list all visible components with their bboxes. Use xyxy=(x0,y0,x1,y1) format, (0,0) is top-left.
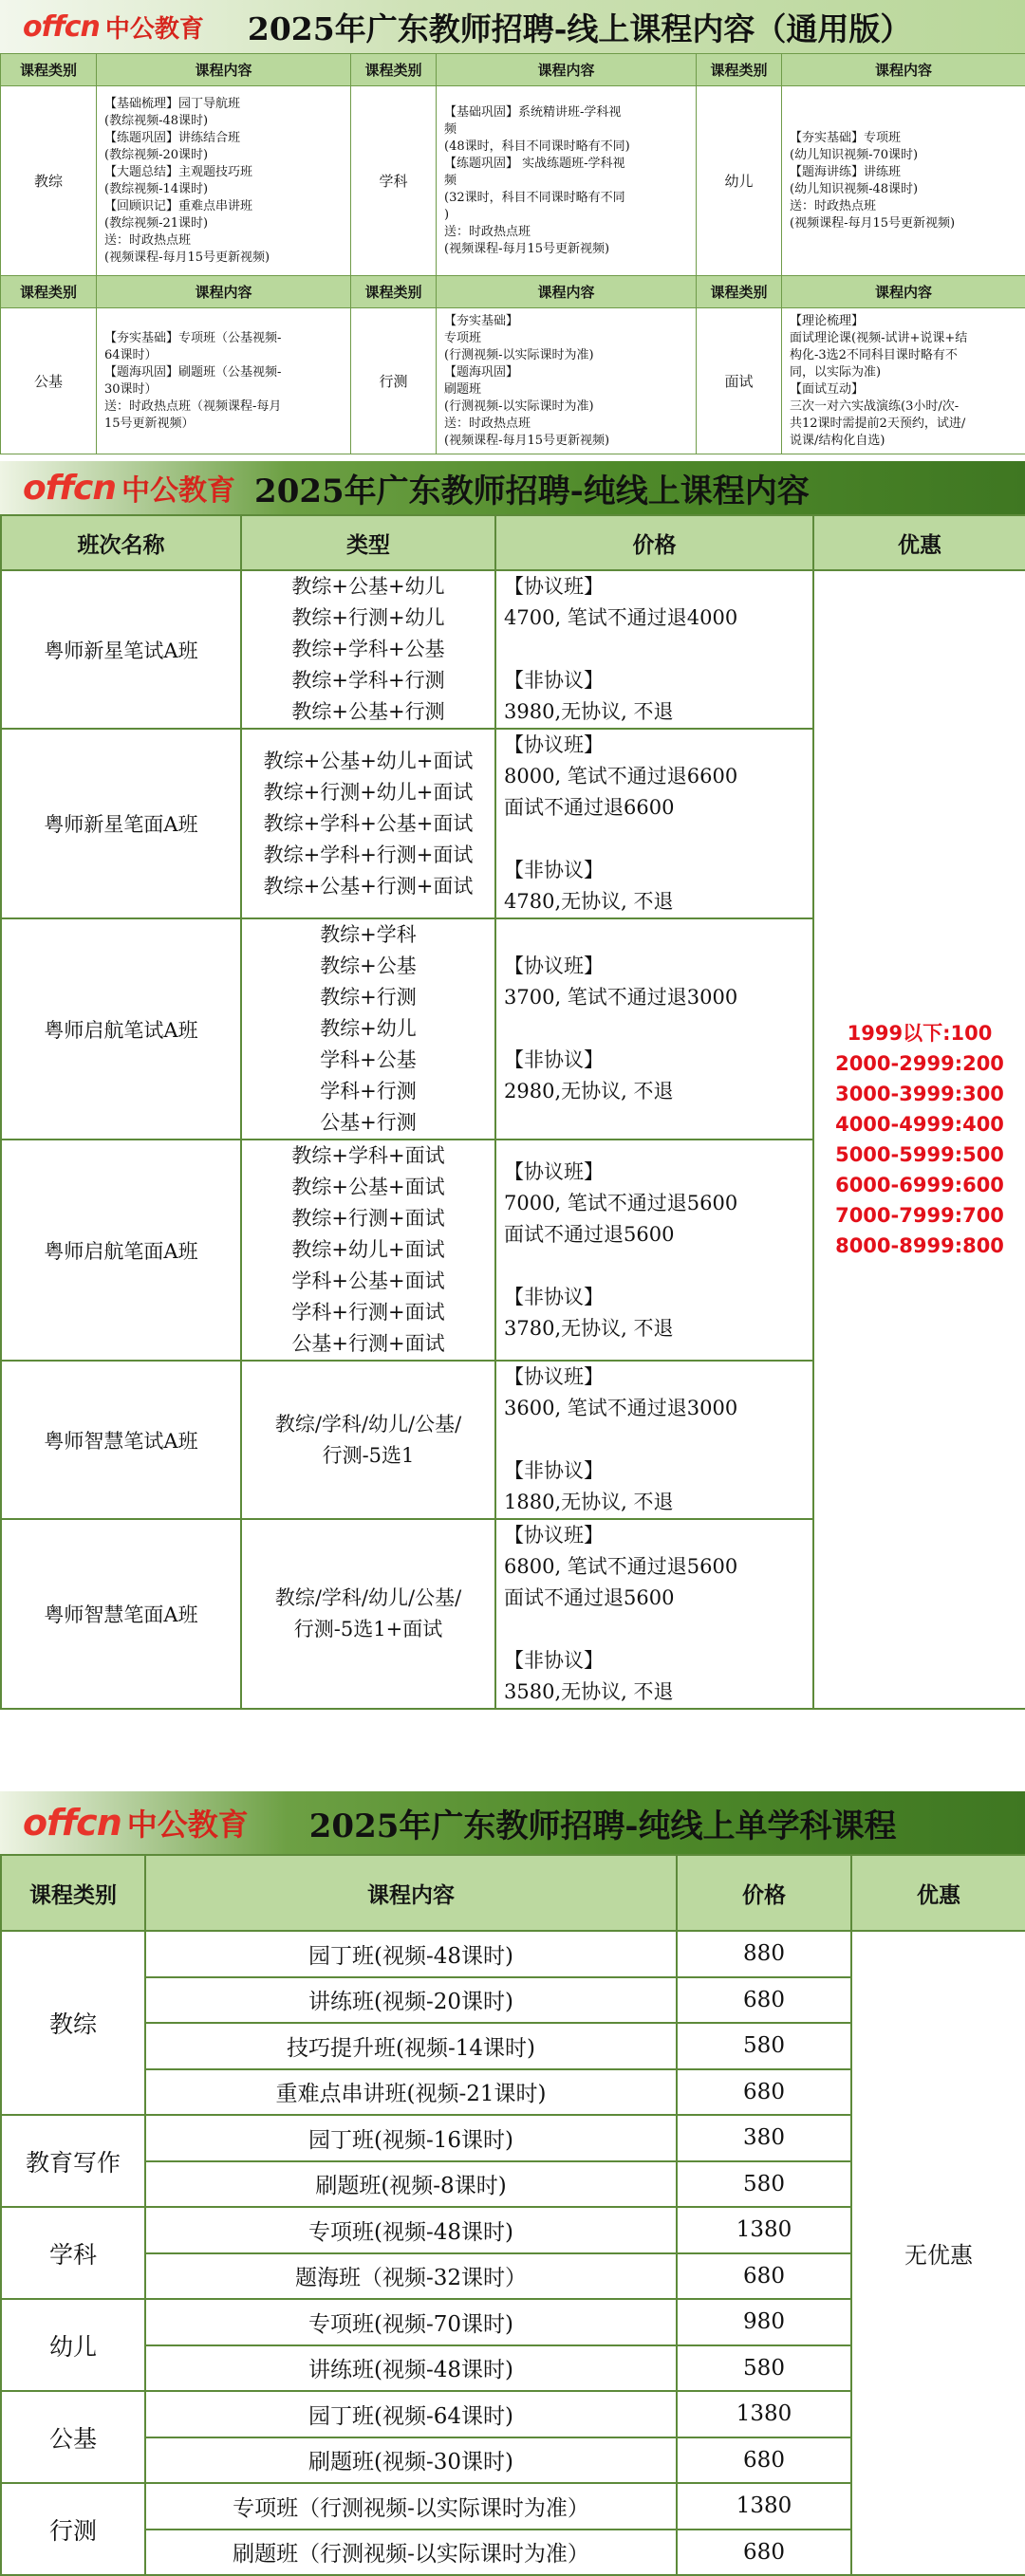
class-price xyxy=(495,918,813,1140)
single-subject-table xyxy=(0,1854,1025,2576)
agreement-terms: 面试不通过退5600 xyxy=(504,1583,812,1614)
content-line: (行测视频-以实际课时为准) xyxy=(444,398,688,416)
offcn-logo: offcn 中公教育 xyxy=(0,467,235,509)
course-price: 980 xyxy=(677,2299,851,2345)
type-line: 教综+行测+面试 xyxy=(242,1203,494,1234)
agreement-terms: 8000, 笔试不通过退6600 xyxy=(504,761,812,792)
class-price xyxy=(495,1361,813,1519)
type-line: 教综+学科+公基 xyxy=(242,634,494,665)
content-line: 【题海巩固】 xyxy=(444,364,688,381)
course-price: 1380 xyxy=(677,2391,851,2437)
class-types xyxy=(241,570,495,729)
discount-tier: 2000-2999:200 xyxy=(814,1048,1025,1079)
course-price: 680 xyxy=(677,2530,851,2576)
column-header: 课程类别 xyxy=(351,54,437,86)
content-line: 送：时政热点班 xyxy=(104,232,343,250)
column-header-discount: 优惠 xyxy=(851,1855,1025,1931)
content-line: 【题海巩固】刷题班（公基视频- xyxy=(104,364,343,381)
content-line: 【面试互动】 xyxy=(790,381,1017,398)
course-category: 面试 xyxy=(697,308,782,454)
class-price xyxy=(495,570,813,729)
type-line: 教综+学科+面试 xyxy=(242,1140,494,1172)
course-name: 重难点串讲班(视频-21课时) xyxy=(145,2069,677,2116)
course-name: 专项班（行测视频-以实际课时为准） xyxy=(145,2483,677,2530)
column-header-category: 课程类别 xyxy=(1,1855,145,1931)
course-name: 题海班（视频-32课时） xyxy=(145,2253,677,2300)
online-course-table xyxy=(0,514,1025,1710)
type-line: 教综+行测+幼儿+面试 xyxy=(242,777,494,808)
column-header: 课程内容 xyxy=(782,54,1025,86)
discount-tier: 3000-3999:300 xyxy=(814,1079,1025,1109)
spacer xyxy=(504,1614,812,1645)
type-line: 学科+行测 xyxy=(242,1076,494,1107)
column-header-price: 价格 xyxy=(677,1855,851,1931)
class-name: 粤师智慧笔面A班 xyxy=(1,1519,241,1709)
column-header: 课程内容 xyxy=(97,54,351,86)
content-line: (幼儿知识视频-48课时) xyxy=(790,181,1017,198)
non-agreement-terms: 3980,无协议, 不退 xyxy=(504,696,812,728)
content-line: 同，以实际为准) xyxy=(790,364,1017,381)
course-name: 刷题班（行测视频-以实际课时为准） xyxy=(145,2530,677,2576)
content-line: 面试理论课(视频-试讲+说课+结 xyxy=(790,330,1017,347)
class-name: 粤师新星笔试A班 xyxy=(1,570,241,729)
agreement-label: 【协议班】 xyxy=(504,1157,812,1188)
type-line: 教综+公基+面试 xyxy=(242,1172,494,1203)
content-line: 30课时） xyxy=(104,381,343,398)
content-line: (教综视频-21课时) xyxy=(104,215,343,232)
content-line: 频 xyxy=(444,121,688,139)
course-name: 讲练班(视频-48课时) xyxy=(145,2345,677,2392)
type-line: 教综+公基+幼儿+面试 xyxy=(242,746,494,777)
content-line: 【理论梳理】 xyxy=(790,313,1017,330)
spacer xyxy=(504,634,812,665)
section2-title: 2025年广东教师招聘-纯线上课程内容 xyxy=(254,465,810,511)
content-line: 【夯实基础】 xyxy=(444,313,688,330)
content-line: 共12课时需提前2天预约，试进/ xyxy=(790,416,1017,433)
column-header: 课程内容 xyxy=(97,276,351,308)
column-header: 课程类别 xyxy=(697,54,782,86)
course-category: 公基 xyxy=(1,308,97,454)
table-header-row xyxy=(1,1855,1025,1931)
course-content xyxy=(97,308,351,454)
non-agreement-label: 【非协议】 xyxy=(504,1282,812,1313)
discount-tier: 7000-7999:700 xyxy=(814,1200,1025,1231)
course-content xyxy=(437,308,697,454)
spacer xyxy=(504,1013,812,1045)
type-line: 学科+公基+面试 xyxy=(242,1266,494,1297)
agreement-terms: 7000, 笔试不通过退5600 xyxy=(504,1188,812,1219)
type-line: 教综+学科+行测+面试 xyxy=(242,840,494,871)
section3-header xyxy=(0,1791,1025,1854)
discount-list xyxy=(813,570,1025,1709)
course-name: 园丁班(视频-16课时) xyxy=(145,2115,677,2161)
content-line: 三次一对六实战演练(3小时/次- xyxy=(790,398,1017,416)
content-line: 64课时） xyxy=(104,347,343,364)
discount-note: 无优惠 xyxy=(851,1931,1025,2575)
course-name: 刷题班(视频-8课时) xyxy=(145,2161,677,2208)
class-name: 粤师启航笔面A班 xyxy=(1,1140,241,1361)
agreement-terms: 6800, 笔试不通过退5600 xyxy=(504,1551,812,1583)
column-header-content: 课程内容 xyxy=(145,1855,677,1931)
content-line: 【基础巩固】系统精讲班-学科视 xyxy=(444,104,688,121)
agreement-terms: 4700, 笔试不通过退4000 xyxy=(504,602,812,634)
course-category: 幼儿 xyxy=(697,86,782,276)
column-header: 课程类别 xyxy=(697,276,782,308)
course-category: 教综 xyxy=(1,86,97,276)
course-price: 580 xyxy=(677,2161,851,2208)
non-agreement-label: 【非协议】 xyxy=(504,855,812,886)
type-line: 教综/学科/幼儿/公基/ xyxy=(242,1409,494,1440)
content-line: (幼儿知识视频-70课时) xyxy=(790,147,1017,164)
agreement-label: 【协议班】 xyxy=(504,951,812,982)
course-price: 680 xyxy=(677,2253,851,2300)
discount-tier: 1999以下:100 xyxy=(814,1018,1025,1048)
class-name: 粤师智慧笔试A班 xyxy=(1,1361,241,1519)
content-line: 送：时政热点班 xyxy=(444,416,688,433)
table-header-row xyxy=(1,276,1025,308)
course-content xyxy=(782,86,1025,276)
general-course-section xyxy=(0,0,1025,455)
type-line: 公基+行测 xyxy=(242,1107,494,1139)
course-name: 专项班(视频-70课时) xyxy=(145,2299,677,2345)
content-line: 15号更新视频） xyxy=(104,416,343,433)
non-agreement-terms: 3780,无协议, 不退 xyxy=(504,1313,812,1344)
content-line: 【夯实基础】专项班（公基视频- xyxy=(104,330,343,347)
course-name: 园丁班(视频-48课时) xyxy=(145,1931,677,1977)
class-types xyxy=(241,1361,495,1519)
type-line: 教综+公基+行测 xyxy=(242,696,494,728)
agreement-terms: 面试不通过退5600 xyxy=(504,1219,812,1251)
type-line: 教综+公基 xyxy=(242,951,494,982)
class-price xyxy=(495,729,813,918)
section2-header xyxy=(0,461,1025,514)
column-header-type: 类型 xyxy=(241,515,495,570)
non-agreement-terms: 1880,无协议, 不退 xyxy=(504,1487,812,1518)
spacer xyxy=(504,1251,812,1282)
type-line: 行测-5选1+面试 xyxy=(242,1614,494,1645)
content-line: (视频课程-每月15号更新视频) xyxy=(790,215,1017,232)
subject-category: 学科 xyxy=(1,2207,145,2299)
content-line: (教综视频-14课时) xyxy=(104,181,343,198)
column-header: 课程类别 xyxy=(351,276,437,308)
discount-tier: 6000-6999:600 xyxy=(814,1170,1025,1200)
type-line: 教综+公基+行测+面试 xyxy=(242,871,494,902)
content-line: 送：时政热点班 xyxy=(444,224,688,241)
course-content xyxy=(437,86,697,276)
table-row xyxy=(1,308,1025,454)
table-row xyxy=(1,1931,1025,1977)
course-name: 刷题班(视频-30课时) xyxy=(145,2437,677,2484)
course-price: 680 xyxy=(677,1977,851,2024)
content-line: 专项班 xyxy=(444,330,688,347)
type-line: 教综+学科 xyxy=(242,919,494,951)
table-row xyxy=(1,86,1025,276)
column-header: 课程类别 xyxy=(1,54,97,86)
agreement-terms: 3700, 笔试不通过退3000 xyxy=(504,982,812,1013)
type-line: 学科+行测+面试 xyxy=(242,1297,494,1328)
table-header-row xyxy=(1,54,1025,86)
content-line: 频 xyxy=(444,173,688,190)
table-header-row xyxy=(1,515,1025,570)
course-price: 580 xyxy=(677,2345,851,2392)
non-agreement-terms: 3580,无协议, 不退 xyxy=(504,1677,812,1708)
course-price: 1380 xyxy=(677,2207,851,2253)
course-price: 1380 xyxy=(677,2483,851,2530)
course-price: 680 xyxy=(677,2437,851,2484)
non-agreement-label: 【非协议】 xyxy=(504,1045,812,1076)
content-line: ) xyxy=(444,207,688,224)
class-types xyxy=(241,918,495,1140)
type-line: 教综/学科/幼儿/公基/ xyxy=(242,1583,494,1614)
type-line: 教综+公基+幼儿 xyxy=(242,571,494,602)
content-line: 【大题总结】主观题技巧班 xyxy=(104,164,343,181)
spacer xyxy=(504,824,812,855)
column-header-discount: 优惠 xyxy=(813,515,1025,570)
column-header-class-name: 班次名称 xyxy=(1,515,241,570)
course-name: 讲练班(视频-20课时) xyxy=(145,1977,677,2024)
subject-category: 幼儿 xyxy=(1,2299,145,2391)
discount-tier: 5000-5999:500 xyxy=(814,1140,1025,1170)
course-category: 行测 xyxy=(351,308,437,454)
section3-title: 2025年广东教师招聘-纯线上单学科课程 xyxy=(309,1800,897,1846)
course-price: 880 xyxy=(677,1931,851,1977)
type-line: 教综+幼儿+面试 xyxy=(242,1234,494,1266)
content-line: (教综视频-48课时) xyxy=(104,113,343,130)
section1-title: 2025年广东教师招聘-线上课程内容（通用版） xyxy=(248,5,912,49)
column-header: 课程内容 xyxy=(437,276,697,308)
content-line: 【练题巩固】 实战练题班-学科视 xyxy=(444,156,688,173)
course-price: 580 xyxy=(677,2023,851,2069)
class-types xyxy=(241,1140,495,1361)
content-line: 送：时政热点班 xyxy=(790,198,1017,215)
type-line: 教综+幼儿 xyxy=(242,1013,494,1045)
offcn-logo: offcn 中公教育 xyxy=(0,1801,249,1844)
content-line: 送：时政热点班（视频课程-每月 xyxy=(104,398,343,416)
non-agreement-label: 【非协议】 xyxy=(504,665,812,696)
content-line: (视频课程-每月15号更新视频) xyxy=(444,241,688,258)
agreement-label: 【协议班】 xyxy=(504,571,812,602)
content-line: (48课时，科目不同课时略有不同) xyxy=(444,139,688,156)
discount-tier: 8000-8999:800 xyxy=(814,1231,1025,1261)
discount-tier: 4000-4999:400 xyxy=(814,1109,1025,1140)
content-line: (行测视频-以实际课时为准) xyxy=(444,347,688,364)
type-line: 教综+行测 xyxy=(242,982,494,1013)
subject-category: 公基 xyxy=(1,2391,145,2483)
column-header: 课程内容 xyxy=(437,54,697,86)
class-price xyxy=(495,1140,813,1361)
type-line: 公基+行测+面试 xyxy=(242,1328,494,1360)
type-line: 教综+行测+幼儿 xyxy=(242,602,494,634)
column-header: 课程类别 xyxy=(1,276,97,308)
content-line: (视频课程-每月15号更新视频) xyxy=(444,433,688,450)
course-name: 园丁班(视频-64课时) xyxy=(145,2391,677,2437)
course-category: 学科 xyxy=(351,86,437,276)
course-content xyxy=(782,308,1025,454)
content-line: 【回顾识记】重难点串讲班 xyxy=(104,198,343,215)
section1-header xyxy=(0,0,1025,53)
column-header-price: 价格 xyxy=(495,515,813,570)
general-course-table xyxy=(0,53,1025,454)
subject-category: 教综 xyxy=(1,1931,145,2115)
class-types xyxy=(241,729,495,918)
spacer xyxy=(504,1424,812,1455)
content-line: 说课/结构化自选) xyxy=(790,433,1017,450)
agreement-terms: 3600, 笔试不通过退3000 xyxy=(504,1393,812,1424)
content-line: (视频课程-每月15号更新视频) xyxy=(104,250,343,267)
content-line: 【基础梳理】园丁导航班 xyxy=(104,96,343,113)
column-header: 课程内容 xyxy=(782,276,1025,308)
non-agreement-terms: 2980,无协议, 不退 xyxy=(504,1076,812,1107)
class-name: 粤师启航笔试A班 xyxy=(1,918,241,1140)
agreement-terms: 面试不通过退6600 xyxy=(504,792,812,824)
type-line: 学科+公基 xyxy=(242,1045,494,1076)
non-agreement-terms: 4780,无协议, 不退 xyxy=(504,886,812,917)
class-price xyxy=(495,1519,813,1709)
non-agreement-label: 【非协议】 xyxy=(504,1645,812,1677)
table-row xyxy=(1,570,1025,729)
content-line: (32课时，科目不同课时略有不同 xyxy=(444,190,688,207)
class-types xyxy=(241,1519,495,1709)
type-line: 教综+学科+公基+面试 xyxy=(242,808,494,840)
content-line: 【夯实基础】专项班 xyxy=(790,130,1017,147)
offcn-logo: offcn 中公教育 xyxy=(0,9,204,45)
agreement-label: 【协议班】 xyxy=(504,1362,812,1393)
type-line: 教综+学科+行测 xyxy=(242,665,494,696)
subject-category: 教育写作 xyxy=(1,2115,145,2207)
content-line: 【题海讲练】讲练班 xyxy=(790,164,1017,181)
content-line: (教综视频-20课时) xyxy=(104,147,343,164)
type-line: 行测-5选1 xyxy=(242,1440,494,1472)
course-name: 专项班(视频-48课时) xyxy=(145,2207,677,2253)
content-line: 刷题班 xyxy=(444,381,688,398)
agreement-label: 【协议班】 xyxy=(504,730,812,761)
non-agreement-label: 【非协议】 xyxy=(504,1455,812,1487)
course-content xyxy=(97,86,351,276)
course-name: 技巧提升班(视频-14课时) xyxy=(145,2023,677,2069)
class-name: 粤师新星笔面A班 xyxy=(1,729,241,918)
course-price: 680 xyxy=(677,2069,851,2116)
content-line: 构化-3选2不同科目课时略有不 xyxy=(790,347,1017,364)
content-line: 【练题巩固】讲练结合班 xyxy=(104,130,343,147)
subject-category: 行测 xyxy=(1,2483,145,2575)
course-price: 380 xyxy=(677,2115,851,2161)
agreement-label: 【协议班】 xyxy=(504,1520,812,1551)
